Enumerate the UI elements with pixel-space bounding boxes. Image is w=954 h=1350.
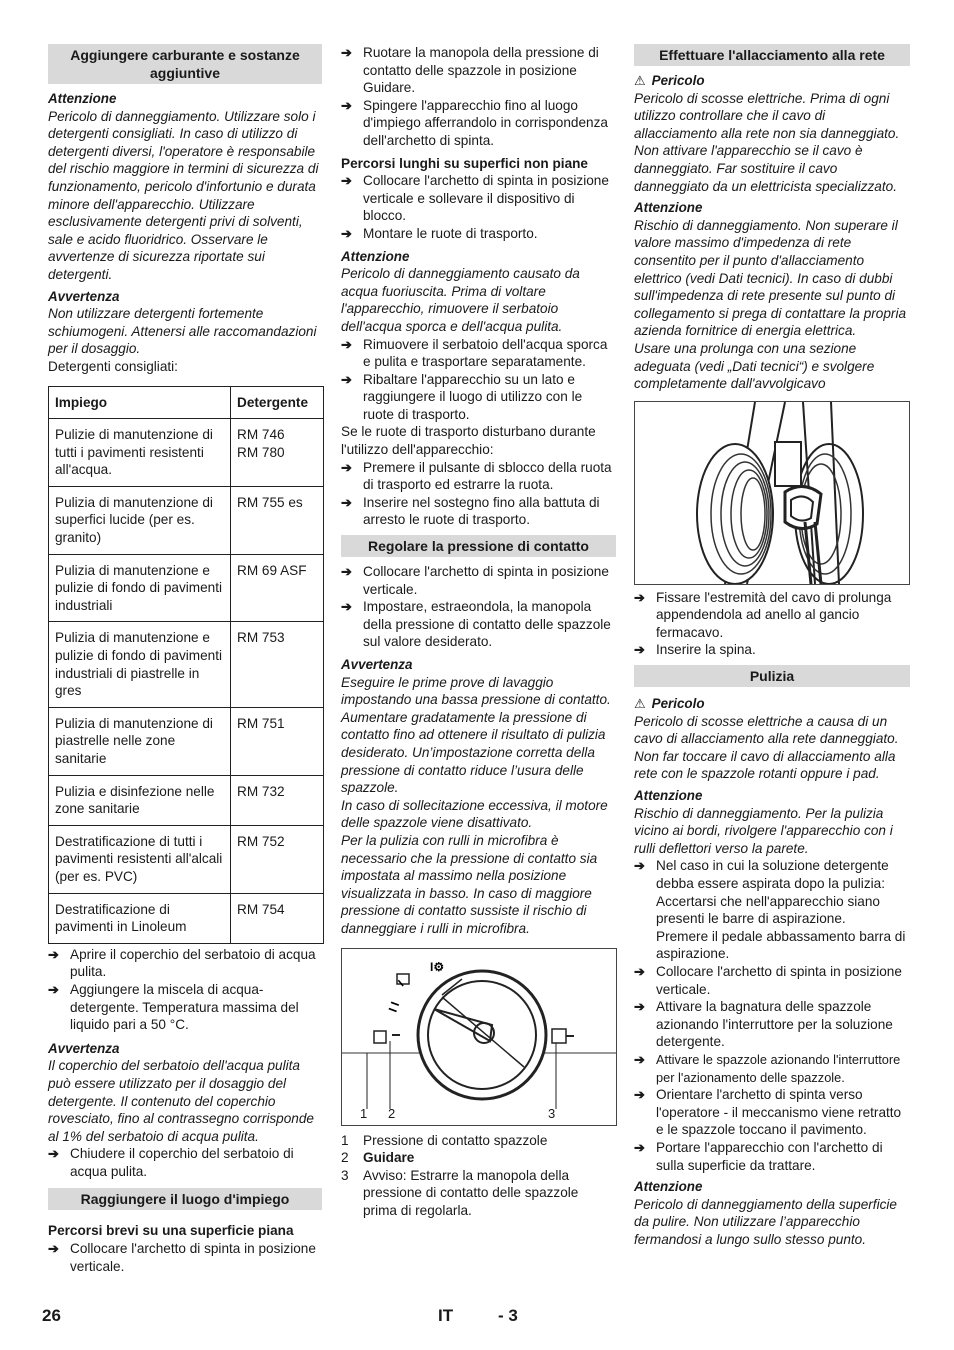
svg-text:I⚙: I⚙ bbox=[430, 959, 445, 974]
language-code: IT bbox=[438, 1306, 454, 1325]
table-cell: RM 754 bbox=[231, 893, 324, 943]
table-cell: RM 753 bbox=[231, 622, 324, 707]
pericolo-label: Pericolo bbox=[651, 73, 705, 88]
sub-page-number: - 3 bbox=[498, 1306, 518, 1325]
legend-number: 2 bbox=[341, 1150, 349, 1166]
step-item: ➔ Montare le ruote di trasporto. bbox=[341, 225, 616, 243]
table-row bbox=[49, 893, 324, 943]
figure-label-2: 2 bbox=[388, 1105, 396, 1121]
step-item: ➔ Collocare l'archetto di spinta in posizione verticale. bbox=[48, 1240, 322, 1275]
step-item: ➔ Ruotare la manopola della pressione di contatto delle spazzole in posizione Guidare. bbox=[341, 44, 616, 97]
avvertenza-text-3: Per la pulizia con rulli in microfibra è necessario che la pressione di contatto sia impostata al massimo nella posizione visualizzata in basso. In caso di maggiore pressione di contatto sussiste il rischio di danneggiare i rulli in microfibra. bbox=[341, 832, 598, 936]
table-cell: RM 752 bbox=[231, 825, 324, 893]
table-cell: Destratificazione di pavimenti in Linoleum bbox=[49, 893, 231, 943]
table-row bbox=[49, 486, 324, 554]
step-item: ➔ Rimuovere il serbatoio dell'acqua sporca e pulita e trasportare separatamente. bbox=[341, 336, 616, 371]
table-header-row bbox=[49, 386, 324, 419]
attenzione-text: Pericolo di danneggiamento. Utilizzare solo i detergenti consigliati. In caso di utilizzo di detergenti diversi, l'operatore è responsabile del rischio maggiore in termini di sicurezza di funzionamento, pericolo d'infortunio e durata minore dell'apparecchio. Utilizzare esclusivamente detergenti privi di solventi, sale e acido fluoridrico. Osservare le avvertenze di sicurezza riportate sui detergenti. bbox=[48, 108, 319, 282]
legend-number: 3 bbox=[341, 1167, 349, 1183]
percorsi-lunghi-heading: Percorsi lunghi su superfici non piane bbox=[341, 155, 588, 171]
step-item: ➔ Ribaltare l'apparecchio su un lato e raggiungere il luogo di utilizzo con le ruote di trasporto. bbox=[341, 371, 616, 424]
attenzione-heading: Attenzione bbox=[48, 91, 117, 106]
legend-text: Avviso: Estrarre la manopola della pressione di contatto delle spazzole prima di regolarla. bbox=[363, 1167, 579, 1218]
table-cell: RM 69 ASF bbox=[231, 554, 324, 622]
legend-number: 1 bbox=[341, 1132, 349, 1148]
table-cell: Pulizia di manutenzione di piastrelle nelle zone sanitarie bbox=[49, 707, 231, 775]
cable-hook-illustration bbox=[635, 402, 909, 584]
avvertenza-text: Non utilizzare detergenti fortemente schiumogeni. Attenersi alle raccomandazioni per il dosaggio. bbox=[48, 306, 317, 357]
step-item: ➔ Fissare l'estremità del cavo di prolunga appendendola ad anello al gancio fermacavo. bbox=[634, 589, 910, 642]
table-row bbox=[49, 419, 324, 487]
figure-legend bbox=[341, 1132, 616, 1220]
column-2 bbox=[341, 44, 616, 1219]
attenzione-heading: Attenzione bbox=[341, 248, 410, 264]
legend-item bbox=[341, 1149, 616, 1167]
attenzione2-text: Rischio di danneggiamento. Per la pulizia vicino ai bordi, rivolgere l'apparecchio con i rulli deflettori verso la parete. bbox=[634, 805, 893, 856]
column-1 bbox=[48, 44, 322, 1275]
table-row bbox=[49, 554, 324, 622]
attenzione3-heading: Attenzione bbox=[634, 1179, 703, 1195]
attenzione-heading: Attenzione bbox=[634, 200, 703, 216]
table-cell: Pulizia di manutenzione e pulizie di fondo di pavimenti industriali di piastrelle in gres bbox=[49, 622, 231, 707]
attenzione-text: Pericolo di danneggiamento causato da acqua fuoriuscita. Prima di voltare l'apparecchio, rimuovere il serbatoio dell'acqua sporca e dell'acqua pulita. bbox=[341, 266, 580, 334]
step-item: ➔ Collocare l'archetto di spinta in posizione verticale e sollevare il dispositivo di blocco. bbox=[341, 172, 616, 225]
warning-icon: ⚠ bbox=[634, 696, 646, 712]
svg-text:I I: I I bbox=[385, 999, 403, 1014]
section-title-luogo: Raggiungere il luogo d'impiego bbox=[48, 1188, 322, 1210]
step-item: ➔ Inserire nel sostegno fino alla battuta di arresto le ruote di trasporto. bbox=[341, 494, 616, 529]
pressure-knob-illustration bbox=[342, 949, 616, 1125]
table-cell: Pulizia e disinfezione nelle zone sanitarie bbox=[49, 775, 231, 825]
avvertenza2-text: Il coperchio del serbatoio dell'acqua pulita può essere utilizzato per il dosaggio del detergente. Il contenuto del coperchio rovesciato, fino al contrassegno corrisponde al 1% del serbatoio di acqua pulita. bbox=[48, 1058, 314, 1144]
legend-item bbox=[341, 1132, 616, 1150]
step-item: ➔ Collocare l'archetto di spinta in posizione verticale. bbox=[341, 563, 616, 598]
table-cell: Pulizia di manutenzione di superfici lucide (per es. granito) bbox=[49, 486, 231, 554]
avvertenza-text-1: Eseguire le prime prove di lavaggio impostando una bassa pressione di contatto. Aumentare gradatamente la pressione di contatto fino ad ottenere il risultato di pulizia desiderato. Un’impostazione corretta della pressione di contatto riduce l’usura delle spazzole. bbox=[341, 674, 611, 796]
table-row bbox=[49, 707, 324, 775]
section-title-carburante: Aggiungere carburante e sostanze aggiuntive bbox=[48, 44, 322, 84]
avvertenza-text-2: In caso di sollecitazione eccessiva, il motore delle spazzole viene disattivato. bbox=[341, 797, 608, 831]
avvertenza-heading: Avvertenza bbox=[341, 657, 413, 672]
avvertenza2-heading: Avvertenza bbox=[48, 1040, 120, 1056]
step-item: ➔ Nel caso in cui la soluzione detergente debba essere aspirata dopo la pulizia: Accertarsi che nell'apparecchio siano presenti le barre di aspirazione. bbox=[634, 857, 910, 927]
step-item: ➔ Orientare l'archetto di spinta verso l'operatore - il meccanismo viene retratto e le spazzole toccano il pavimento. bbox=[634, 1086, 910, 1139]
pericolo2-heading bbox=[634, 695, 910, 713]
cable-hook-figure bbox=[634, 401, 910, 585]
column-3 bbox=[634, 44, 910, 1248]
warning-icon: ⚠ bbox=[634, 73, 646, 88]
attenzione3-text: Pericolo di danneggiamento della superficie da pulire. Non utilizzare l’apparecchio fermandosi a lungo sullo stesso punto. bbox=[634, 1196, 897, 1247]
table-cell: Destratificazione di tutti i pavimenti resistenti all'alcali (per es. PVC) bbox=[49, 825, 231, 893]
table-row bbox=[49, 622, 324, 707]
legend-text: Pressione di contatto spazzole bbox=[363, 1132, 548, 1148]
table-cell: RM 746 RM 780 bbox=[231, 419, 324, 487]
table-cell: Pulizie di manutenzione di tutti i pavimenti resistenti all'acqua. bbox=[49, 419, 231, 487]
step-item: ➔ Spingere l'apparecchio fino al luogo d'impiego afferrandolo in corrispondenza dell'archetto di spinta. bbox=[341, 97, 616, 150]
page-number: 26 bbox=[42, 1306, 61, 1325]
attenzione-text: Rischio di danneggiamento. Non superare il valore massimo d'impedenza di rete consentito per il punto d'allacciamento elettrico (vedi Dati tecnici). In caso di dubbi sull'impedenza di rete presente sul punto di collegamento si prega di contattare la propria azienda fornitrice di energia elettrica. bbox=[634, 217, 907, 339]
step-item: ➔ Premere il pulsante di sblocco della ruota di trasporto ed estrarre la ruota. bbox=[341, 459, 616, 494]
detergenti-label: Detergenti consigliati: bbox=[48, 358, 178, 374]
attenzione2-heading: Attenzione bbox=[634, 788, 703, 804]
pericolo2-text: Pericolo di scosse elettriche a causa di un cavo di allacciamento alla rete danneggiato. Non far toccare il cavo di allacciamento alla rete con le spazzole rotanti oppure i pad. bbox=[634, 713, 899, 782]
step-item: ➔ Aggiungere la miscela di acqua-detergente. Temperatura massima del liquido pari a 50 °C. bbox=[48, 981, 322, 1034]
table-cell: RM 755 es bbox=[231, 486, 324, 554]
pericolo2-label: Pericolo bbox=[651, 696, 705, 712]
table-cell: RM 732 bbox=[231, 775, 324, 825]
pressure-knob-figure bbox=[341, 948, 617, 1126]
legend-text: Guidare bbox=[363, 1150, 415, 1166]
step-item: ➔ Chiudere il coperchio del serbatoio di acqua pulita. bbox=[48, 1145, 322, 1180]
section-title-pressione: Regolare la pressione di contatto bbox=[341, 535, 616, 557]
table-row bbox=[49, 825, 324, 893]
step-item: ➔ Impostare, estraeondola, la manopola della pressione di contatto delle spazzole sul valore desiderato. bbox=[341, 598, 616, 651]
step-item: ➔ Attivare la bagnatura delle spazzole azionando l'interruttore per la soluzione detergente. bbox=[634, 998, 910, 1051]
attenzione-text-2: Usare una prolunga con una sezione adeguata (vedi „Dati tecnici“) e svolgere completamente dall'avvolgicavo bbox=[634, 340, 875, 392]
pericolo-heading bbox=[634, 72, 910, 90]
detergent-table bbox=[48, 386, 324, 944]
table-row bbox=[49, 775, 324, 825]
pericolo-text: Pericolo di scosse elettriche. Prima di ogni utilizzo controllare che il cavo di allacciamento alla rete non sia danneggiato. Non attivare l'apparecchio se il cavo è danneggiato. Far sostituire il cavo danneggiato da un elettricista specializzato. bbox=[634, 90, 900, 194]
avvertenza-heading: Avvertenza bbox=[48, 288, 120, 304]
step-item: ➔ Aprire il coperchio del serbatoio di acqua pulita. bbox=[48, 946, 322, 981]
section-title-pulizia: Pulizia bbox=[634, 665, 910, 687]
ruote-text: Se le ruote di trasporto disturbano durante l'utilizzo dell'apparecchio: bbox=[341, 424, 596, 458]
step-item: ➔ Collocare l'archetto di spinta in posizione verticale. bbox=[634, 963, 910, 998]
table-cell: RM 751 bbox=[231, 707, 324, 775]
step-item: ➔ Portare l'apparecchio con l'archetto di sulla superficie da trattare. bbox=[634, 1139, 910, 1174]
header-impiego: Impiego bbox=[49, 386, 231, 419]
step-item: ➔ Inserire la spina. bbox=[634, 641, 910, 659]
step-item: ➔ Attivare le spazzole azionando l'interruttore per l'azionamento delle spazzole. bbox=[634, 1051, 910, 1086]
percorsi-brevi-heading: Percorsi brevi su una superficie piana bbox=[48, 1223, 294, 1239]
step-continuation: Premere il pedale abbassamento barra di aspirazione. bbox=[656, 928, 906, 962]
svg-text:I: I bbox=[396, 977, 407, 989]
table-cell: Pulizia di manutenzione e pulizie di fondo di pavimenti industriali bbox=[49, 554, 231, 622]
figure-label-1: 1 bbox=[360, 1105, 368, 1121]
section-title-allacciamento: Effettuare l'allacciamento alla rete bbox=[634, 44, 910, 66]
header-detergente: Detergente bbox=[231, 386, 324, 419]
legend-item bbox=[341, 1167, 616, 1220]
figure-label-3: 3 bbox=[548, 1105, 556, 1121]
